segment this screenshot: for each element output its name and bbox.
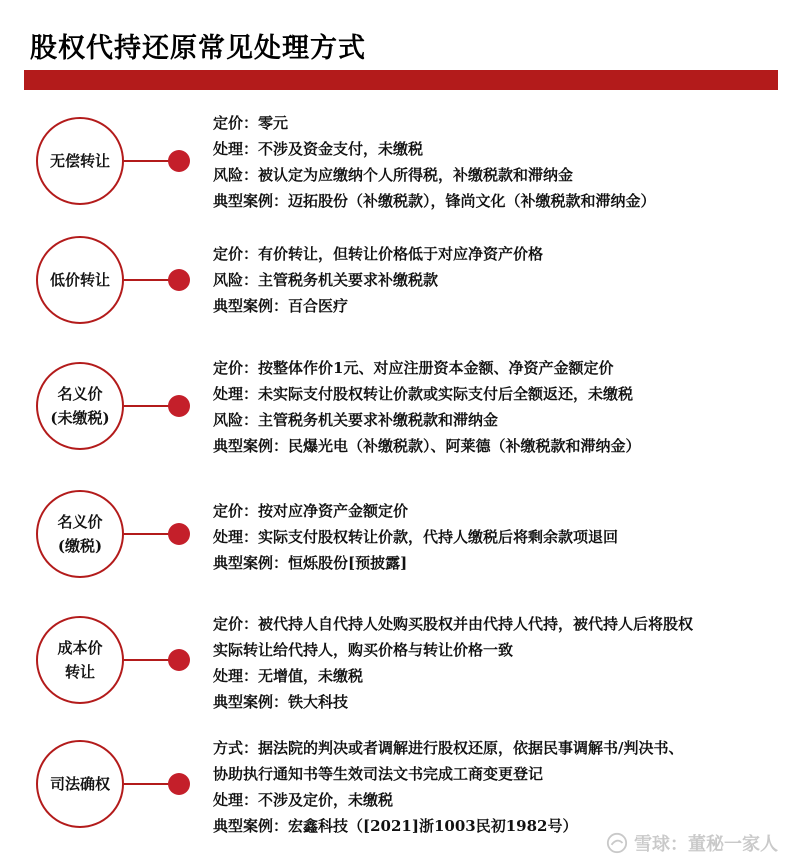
bullet-dot [168,523,190,545]
detail-line: 典型案例：宏鑫科技（[2021]浙1003民初1982号） [213,817,578,835]
method-details [213,241,785,319]
connector-line [124,533,174,535]
detail-line: 典型案例：民爆光电（补缴税款）、阿莱德（补缴税款和滞纳金） [213,437,641,455]
method-label-line: 低价转让 [49,271,110,289]
snowball-logo-icon [606,832,628,854]
detail-line: 实际转让给代持人，购买价格与转让价格一致 [213,641,514,659]
title-underline-bar [24,70,778,90]
method-details [213,498,785,576]
method-label-line: (缴税) [57,537,103,555]
bullet-dot [168,773,190,795]
detail-line: 典型案例：迈拓股份（补缴税款），锋尚文化（补缴税款和滞纳金） [213,192,656,210]
detail-line: 定价：零元 [213,114,289,132]
detail-line: 处理：未实际支付股权转让价款或实际支付后全额返还，未缴税 [213,385,634,403]
method-label-circle [36,740,124,828]
method-details [213,611,785,715]
detail-line: 定价：按整体作价1元、对应注册资本金额、净资产金额定价 [213,359,614,377]
watermark [606,830,778,856]
detail-line: 处理：不涉及定价，未缴税 [213,791,394,809]
method-label-line: 司法确权 [49,775,110,793]
method-details [213,110,785,214]
method-label-line: 转让 [64,663,95,681]
bullet-dot [168,269,190,291]
connector-line [124,279,174,281]
method-details [213,735,785,839]
bullet-dot [168,150,190,172]
method-label-line: 名义价 [57,513,103,531]
detail-line: 处理：无增值，未缴税 [213,667,364,685]
detail-line: 风险：主管税务机关要求补缴税款 [213,271,439,289]
connector-line [124,160,174,162]
detail-line: 典型案例：恒烁股份[预披露] [213,554,408,572]
method-label-circle [36,117,124,205]
method-details [213,355,785,459]
connector-line [124,783,174,785]
page-title: 股权代持还原常见处理方式 [30,33,366,64]
detail-line: 定价：有价转让，但转让价格低于对应净资产价格 [213,245,544,263]
method-label-line: 名义价 [57,385,103,403]
detail-line: 风险：被认定为应缴纳个人所得税，补缴税款和滞纳金 [213,166,574,184]
watermark-text: 雪球：董秘一家人 [634,834,778,855]
detail-line: 典型案例：铁大科技 [213,693,349,711]
detail-line: 定价：被代持人自代持人处购买股权并由代持人代持，被代持人后将股权 [213,615,694,633]
method-label-circle [36,362,124,450]
method-label-circle [36,616,124,704]
method-label-circle [36,490,124,578]
bullet-dot [168,395,190,417]
method-label-circle [36,236,124,324]
bullet-dot [168,649,190,671]
detail-line: 协助执行通知书等生效司法文书完成工商变更登记 [213,765,544,783]
connector-line [124,659,174,661]
connector-line [124,405,174,407]
detail-line: 处理：实际支付股权转让价款，代持人缴税后将剩余款项退回 [213,528,619,546]
detail-line: 方式：据法院的判决或者调解进行股权还原，依据民事调解书/判决书、 [213,739,684,757]
detail-line: 定价：按对应净资产金额定价 [213,502,409,520]
detail-line: 处理：不涉及资金支付，未缴税 [213,140,424,158]
method-label-line: 成本价 [57,639,103,657]
method-label-line: 无偿转让 [49,152,110,170]
detail-line: 典型案例：百合医疗 [213,297,349,315]
method-label-line: (未缴税) [50,409,110,427]
detail-line: 风险：主管税务机关要求补缴税款和滞纳金 [213,411,499,429]
